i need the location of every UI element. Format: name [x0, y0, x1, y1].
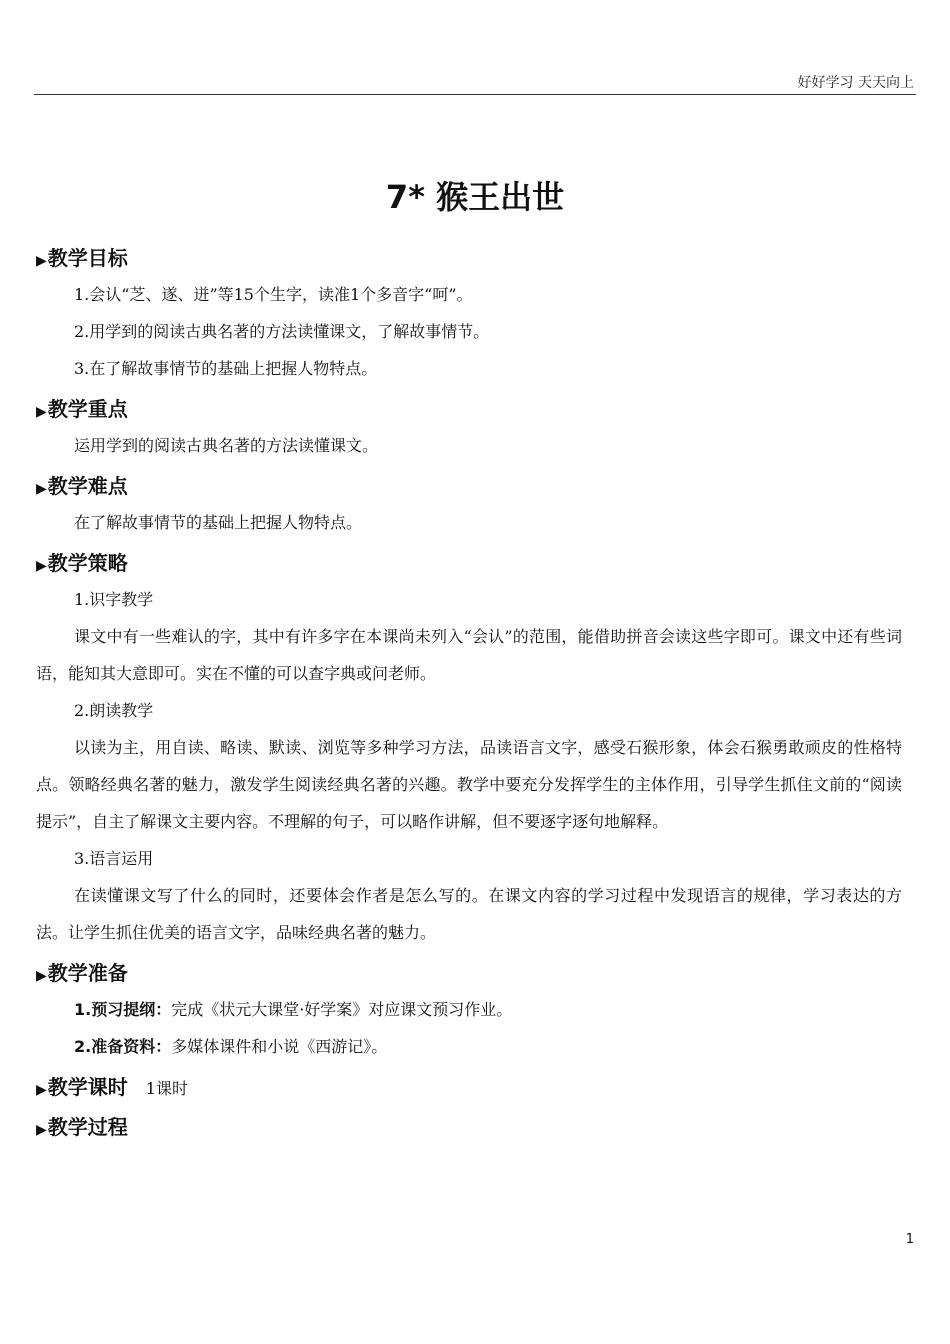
page-title: 7* 猴王出世	[385, 178, 565, 216]
strategy-paragraph: 在读懂课文写了什么的同时，还要体会作者是怎么写的。在课文内容的学习过程中发现语言的规律，学习表达的方法。让学生抓住优美的语言文字，品味经典名著的魅力。	[36, 886, 902, 942]
goal-item: 1.会认“芝、遂、迸”等15个生字，读准1个多音字“呵”。	[74, 285, 473, 304]
prep-item-label: 2.准备资料：	[74, 1037, 172, 1056]
triangle-bullet-icon: ▶	[36, 404, 47, 420]
strategy-subtitle: 1.识字教学	[74, 590, 154, 609]
prep-item-text: 完成《状元大课堂·好学案》对应课文预习作业。	[171, 1000, 513, 1019]
page-number: 1	[905, 1232, 914, 1247]
triangle-bullet-icon: ▶	[36, 1122, 47, 1138]
triangle-bullet-icon: ▶	[36, 481, 47, 497]
prep-item	[36, 991, 902, 1028]
section-heading-difficult: ▶教学难点	[36, 474, 128, 498]
prep-item-text: 多媒体课件和小说《西游记》。	[171, 1037, 388, 1056]
goal-item: 2.用学到的阅读古典名著的方法读懂课文，了解故事情节。	[74, 322, 490, 341]
prep-item	[36, 1028, 902, 1065]
section-heading-hours: ▶教学课时 1课时	[36, 1075, 188, 1099]
strategy-subtitle: 2.朗读教学	[74, 701, 154, 720]
difficult-point-text: 在了解故事情节的基础上把握人物特点。	[74, 513, 363, 532]
prep-item-label: 1.预习提纲：	[74, 1000, 172, 1019]
hours-value: 1课时	[145, 1079, 188, 1098]
section-heading-key: ▶教学重点	[36, 397, 128, 421]
strategy-paragraph: 课文中有一些难认的字，其中有许多字在本课尚未列入“会认”的范围，能借助拼音会读这些字即可。课文中还有些词语，能知其大意即可。实在不懂的可以查字典或问老师。	[36, 627, 902, 683]
triangle-bullet-icon: ▶	[36, 253, 47, 269]
header-text: 好好学习 天天向上	[797, 75, 914, 91]
triangle-bullet-icon: ▶	[36, 558, 47, 574]
section-heading-process: ▶教学过程	[36, 1115, 128, 1139]
triangle-bullet-icon: ▶	[36, 968, 47, 984]
strategy-subtitle: 3.语言运用	[74, 849, 154, 868]
section-heading-goals: ▶教学目标	[36, 246, 128, 270]
header-divider	[34, 94, 916, 95]
document-body	[36, 236, 902, 1145]
section-heading-prep: ▶教学准备	[36, 961, 128, 985]
triangle-bullet-icon: ▶	[36, 1082, 47, 1098]
strategy-paragraph: 以读为主，用自读、略读、默读、浏览等多种学习方法，品读语言文字，感受石猴形象，体会石猴勇敢顽皮的性格特点。领略经典名著的魅力，激发学生阅读经典名著的兴趣。教学中要充分发挥学生的主体作用，引导学生抓住文前的“阅读提示”，自主了解课文主要内容。不理解的句子，可以略作讲解，但不要逐字逐句地解释。	[36, 738, 902, 831]
goal-item: 3.在了解故事情节的基础上把握人物特点。	[74, 359, 378, 378]
key-point-text: 运用学到的阅读古典名著的方法读懂课文。	[74, 436, 379, 455]
section-heading-strategy: ▶教学策略	[36, 551, 128, 575]
